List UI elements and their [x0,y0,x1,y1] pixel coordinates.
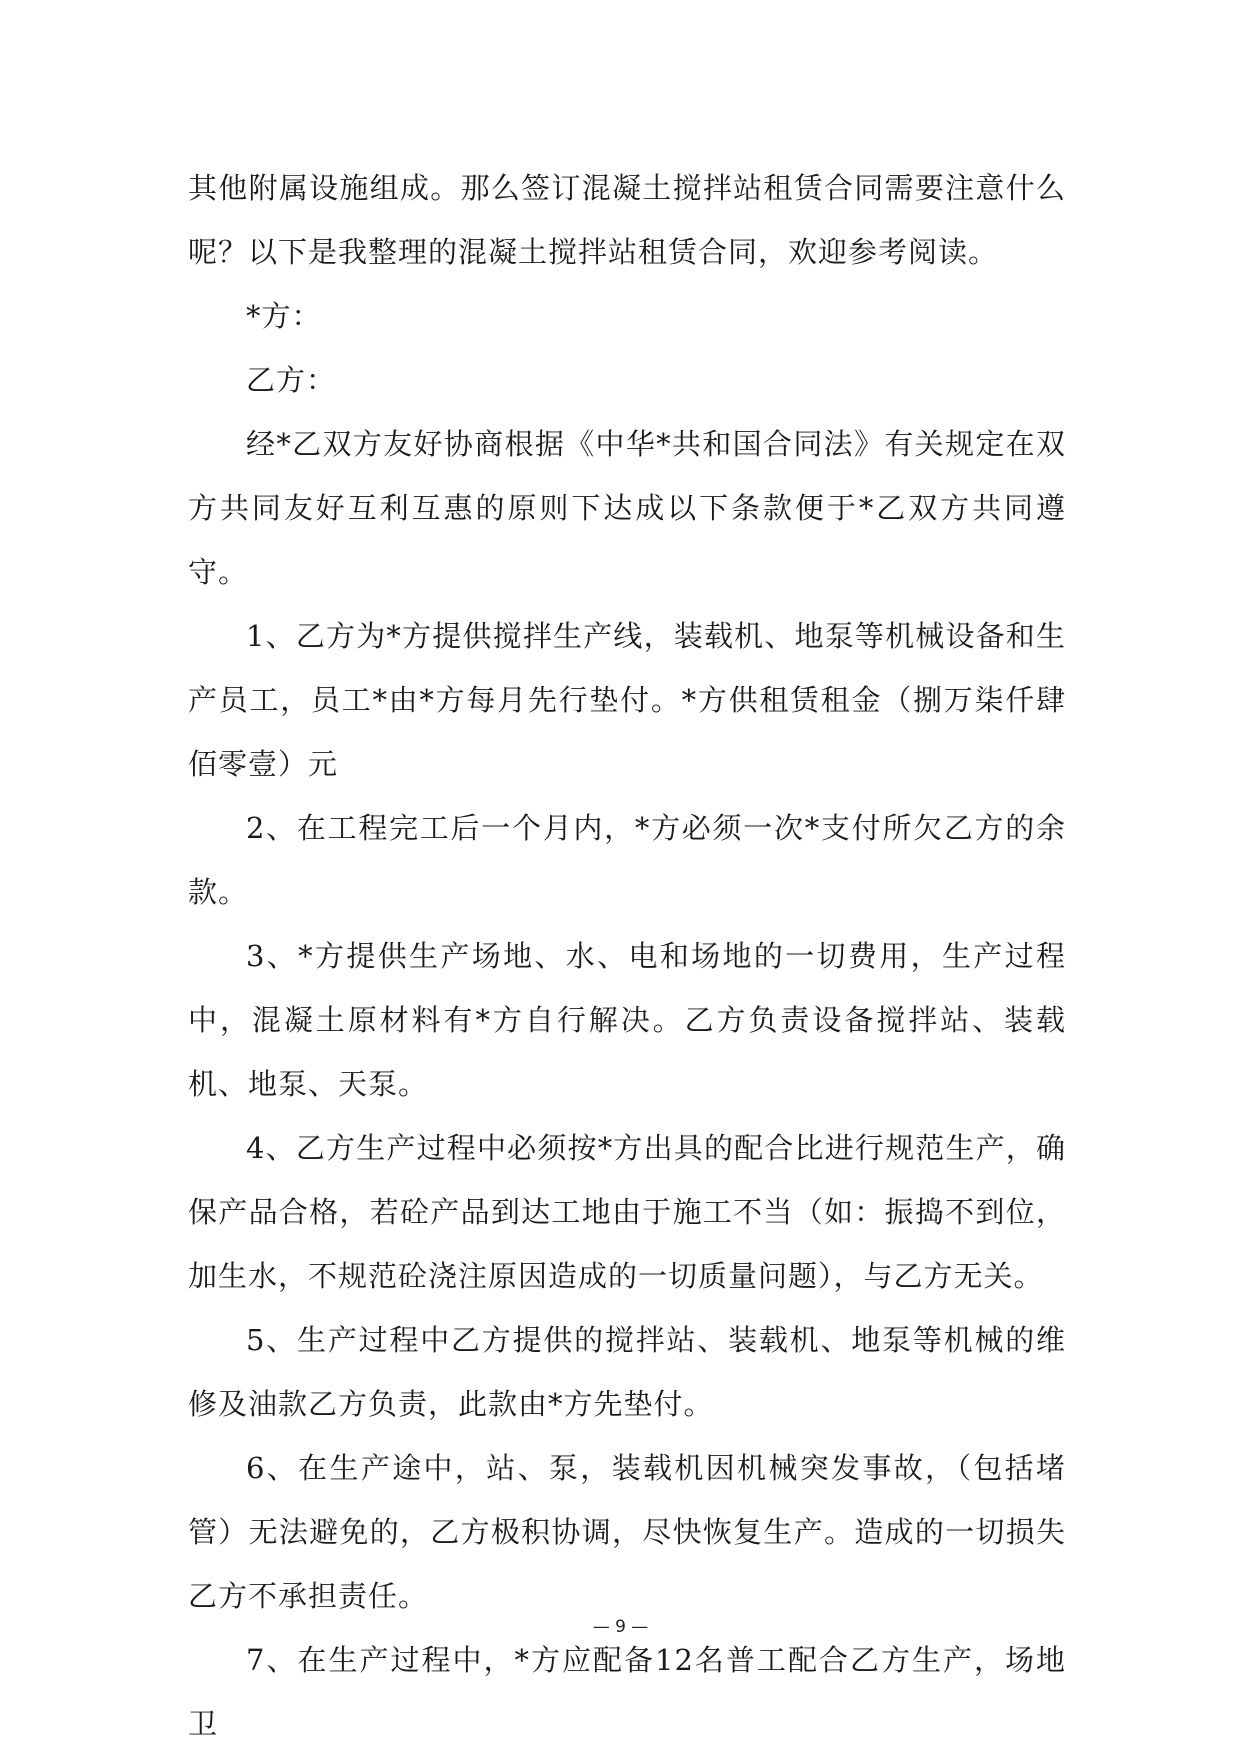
paragraph-preamble: 经*乙双方友好协商根据《中华*共和国合同法》有关规定在双方共同友好互利互惠的原则下达成以下条款便于*乙双方共同遵守。 [188,427,1066,589]
clause-5: 5、生产过程中乙方提供的搅拌站、装载机、地泵等机械的维修及油款乙方负责，此款由*方先垫付。 [188,1323,1066,1421]
paragraph-intro: 其他附属设施组成。那么签订混凝土搅拌站租赁合同需要注意什么呢？以下是我整理的混凝土搅拌站租赁合同，欢迎参考阅读。 [188,171,1066,269]
clause-2: 2、在工程完工后一个月内，*方必须一次*支付所欠乙方的余款。 [188,811,1066,909]
document-body [188,156,1066,1756]
page-number: — 9 — [592,1617,649,1637]
clause-6: 6、在生产途中，站、泵，装载机因机械突发事故，（包括堵管）无法避免的，乙方极积协调，尽快恢复生产。造成的一切损失乙方不承担责任。 [188,1451,1066,1613]
clause-1: 1、乙方为*方提供搅拌生产线，装载机、地泵等机械设备和生产员工，员工*由*方每月先行垫付。*方供租赁租金（捌万柒仟肆佰零壹）元 [188,619,1066,781]
party-b-line: 乙方： [246,363,337,397]
party-a-line: *方： [246,299,322,333]
clause-4: 4、乙方生产过程中必须按*方出具的配合比进行规范生产，确保产品合格，若砼产品到达工地由于施工不当（如：振捣不到位，加生水，不规范砼浇注原因造成的一切质量问题），与乙方无关。 [188,1131,1066,1293]
clause-7: 7、在生产过程中，*方应配备12名普工配合乙方生产，场地卫 [188,1643,1066,1741]
clause-3: 3、*方提供生产场地、水、电和场地的一切费用，生产过程中，混凝土原材料有*方自行解决。乙方负责设备搅拌站、装载机、地泵、天泵。 [188,939,1066,1101]
